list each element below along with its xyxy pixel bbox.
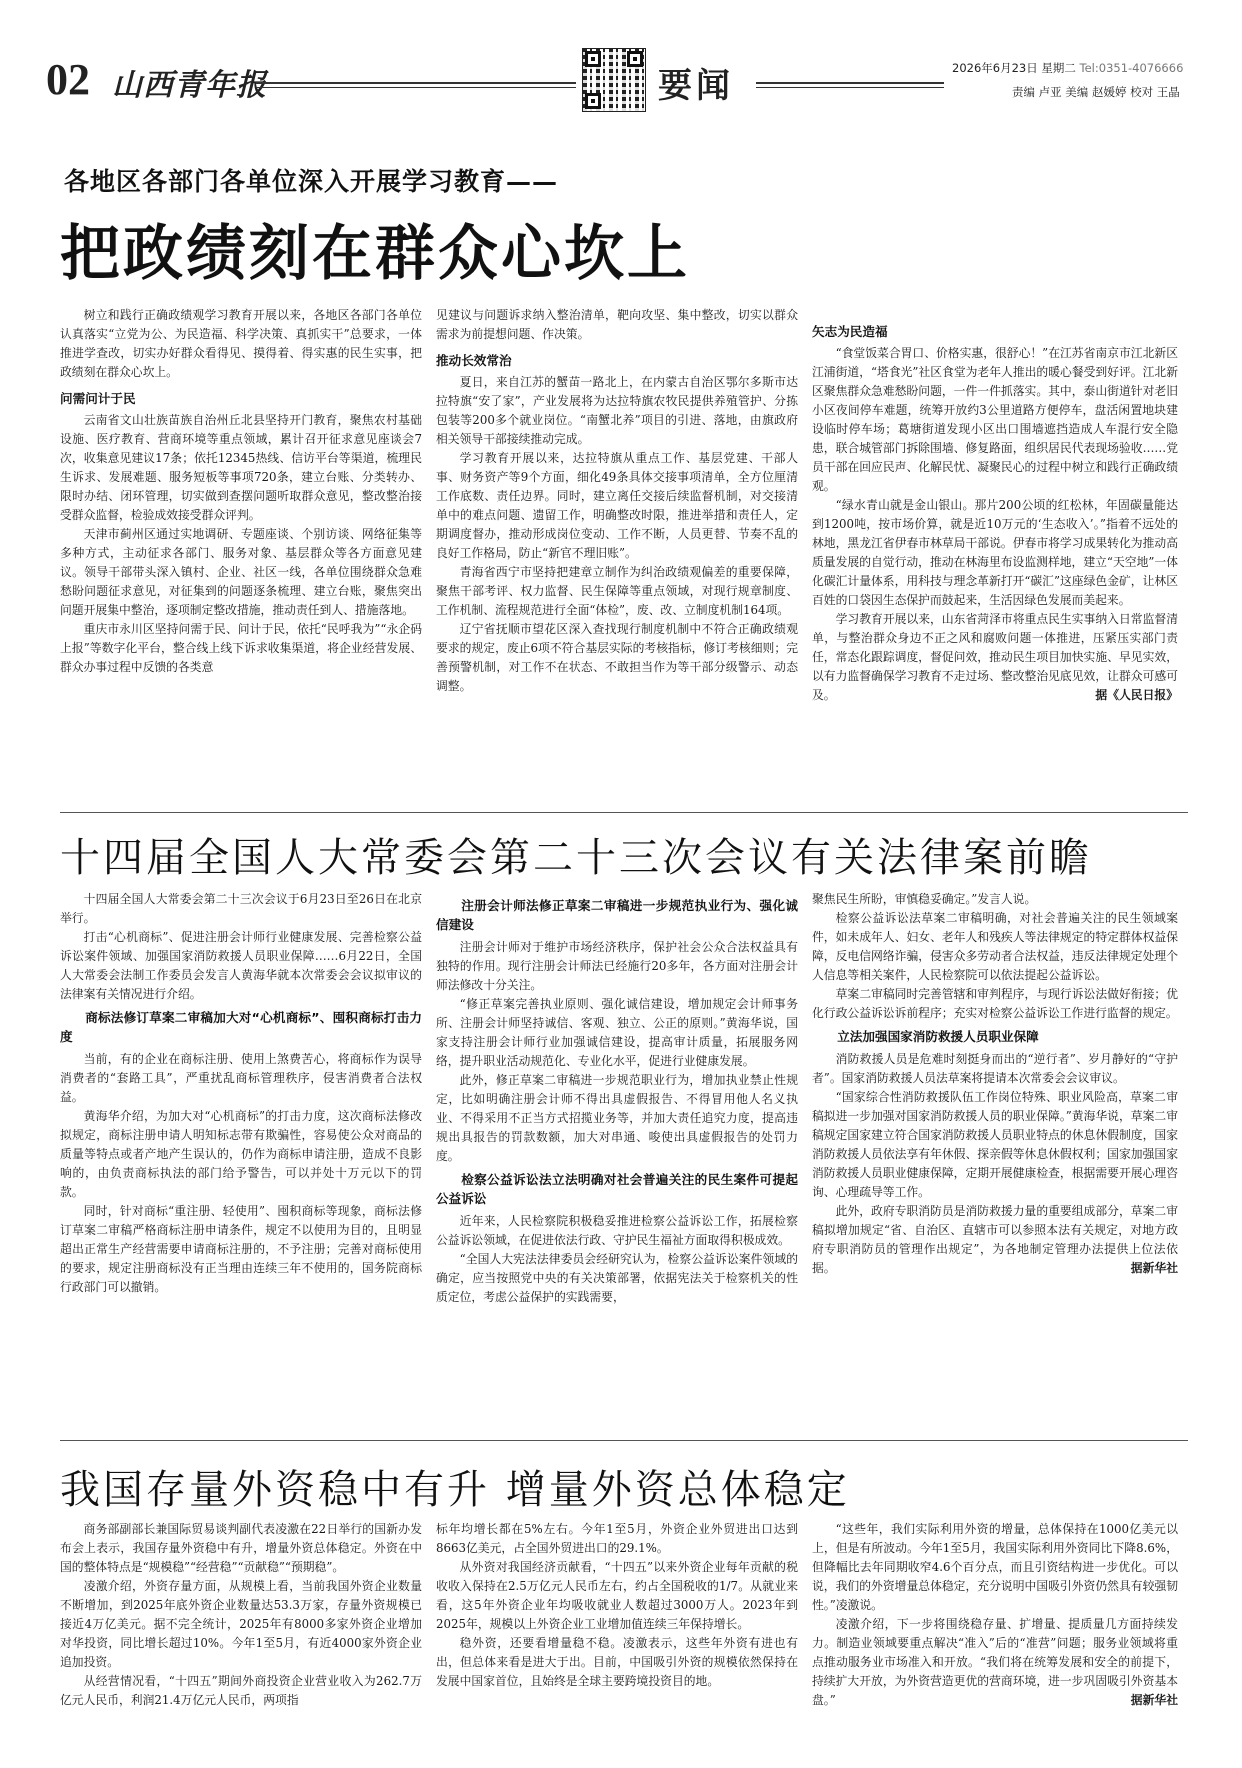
paragraph: “全国人大宪法法律委员会经研究认为，检察公益诉讼案件领域的确定，应当按照党中央的有关决策部署，依据宪法关于检察机关的性质定位，考虑公益保护的实践需要， bbox=[436, 1252, 798, 1304]
paragraph: 见建议与问题诉求纳入整治清单，靶向攻坚、集中整改，切实以群众需求为前提想问题、作决策。 bbox=[436, 308, 798, 341]
paragraph: 从经营情况看，“十四五”期间外商投资企业营业收入为262.7万亿元人民币，利润21.4万亿元人民币，两项指 bbox=[60, 1674, 422, 1707]
section-divider bbox=[60, 812, 1188, 813]
date-line bbox=[952, 60, 1183, 76]
paragraph: 十四届全国人大常委会第二十三次会议于6月23日至26日在北京举行。 bbox=[60, 892, 422, 925]
subheading: 矢志为民造福 bbox=[812, 324, 888, 339]
section-title: 要闻 bbox=[658, 66, 734, 106]
paragraph: “修正草案完善执业原则、强化诚信建设，增加规定会计师事务所、注册会计师坚持诚信、客观、独立、公正的原则。”黄海华说，国家支持注册会计师行业加强诚信建设，提高审计质量，拓展服务网络，提升职业活动规范化、专业化水平，促进行业健康发展。 bbox=[436, 997, 798, 1068]
paragraph: 夏日，来自江苏的蟹苗一路北上，在内蒙古自治区鄂尔多斯市达拉特旗“安了家”，产业发展将为达拉特旗农牧民提供养殖管护、分拣包装等200多个就业岗位。“南蟹北养”项目的引进、落地，由旗政府相关领导干部接续推动完成。 bbox=[436, 375, 798, 446]
subheading: 问需问计于民 bbox=[60, 391, 136, 406]
masthead-rule-left bbox=[256, 82, 576, 84]
article3-column-1 bbox=[60, 1520, 422, 1710]
subheading: 注册会计师法修正草案二审稿进一步规范执业行为、强化诚信建设 bbox=[436, 898, 798, 932]
paragraph: 此外，政府专职消防员是消防救援力量的重要组成部分，草案二审稿拟增加规定“省、自治区、直辖市可以参照本法有关规定，对地方政府专职消防员的管理作出规定”，为各地制定管理办法提供上位法依据。 bbox=[812, 1204, 1178, 1275]
paragraph: 学习教育开展以来，达拉特旗从重点工作、基层党建、干部人事、财务资产等9个方面，细化49条具体交接事项清单，全方位厘清工作底数、责任边界。同时，建立离任交接后续监督机制，对交接清单中的难点问题、遗留工作，明确整改时限，推进举措和责任人，定期调度督办，推动形成岗位变动、工作不断，人员更替、节奏不乱的良好工作格局，防止“新官不理旧账”。 bbox=[436, 451, 798, 560]
subheading: 推动长效常治 bbox=[436, 353, 512, 368]
article1-column-2 bbox=[436, 306, 798, 696]
article2-column-3 bbox=[812, 890, 1178, 1278]
paragraph: 近年来，人民检察院积极稳妥推进检察公益诉讼工作，拓展检察公益诉讼领域，在促进依法行政、守护民生福祉方面取得积极成效。 bbox=[436, 1214, 798, 1247]
section-divider bbox=[60, 1440, 1188, 1441]
paragraph: 检察公益诉讼法草案二审稿明确，对社会普遍关注的民生领域案件，如未成年人、妇女、老年人和残疾人等法律规定的特定群体权益保障，反电信网络诈骗，侵害众多劳动者合法权益，违反法律规定处理个人信息等相关案件，人民检察院可以依法提起公益诉讼。 bbox=[812, 911, 1178, 982]
article1-headline: 把政绩刻在群众心坎上 bbox=[60, 219, 690, 289]
paragraph: 草案二审稿同时完善管辖和审判程序，与现行诉讼法做好衔接；优化行政公益诉讼诉前程序；充实对检察公益诉讼工作进行监督的规定。 bbox=[812, 987, 1178, 1020]
paragraph: 聚焦民生所盼，审慎稳妥确定。”发言人说。 bbox=[812, 892, 1037, 906]
paragraph: “这些年，我们实际利用外资的增量，总体保持在1000亿美元以上，但是有所波动。今年1至5月，我国实际利用外资同比下降8.6%，但降幅比去年同期收窄4.6个百分点，而且引资结构进一步优化。可以说，我们的外资增量总体稳定，充分说明中国吸引外资仍然具有较强韧性。”凌激说。 bbox=[812, 1522, 1178, 1612]
paragraph: 打击“心机商标”、促进注册会计师行业健康发展、完善检察公益诉讼案件领域、加强国家消防救援人员职业保障……6月22日，全国人大常委会法制工作委员会发言人黄海华就本次常委会会议拟审议的法律案有关情况进行介绍。 bbox=[60, 930, 422, 1001]
paragraph: “国家综合性消防救援队伍工作岗位特殊、职业风险高，草案二审稿拟进一步加强对国家消防救援人员的职业保障。”黄海华说，草案二审稿规定国家建立符合国家消防救援人员职业特点的休息休假制度，国家消防救援人员依法享有年休假、探亲假等休息休假权利；国家加强国家消防救援人员职业健康保障，定期开展健康检查，根据需要开展心理咨询、心理疏导等工作。 bbox=[812, 1090, 1178, 1199]
paragraph: 此外，修正草案二审稿进一步规范职业行为，增加执业禁止性规定，比如明确注册会计师不得出具虚假报告、不得冒用他人名义执业、不得采用不正当方式招揽业务等，并加大责任追究力度，提高违规出具报告的罚款数额，加大对串通、唆使出具虚假报告的处罚力度。 bbox=[436, 1073, 798, 1163]
article1-column-3 bbox=[812, 322, 1178, 705]
article3-column-2 bbox=[436, 1520, 798, 1691]
paragraph: 学习教育开展以来，山东省菏泽市将重点民生实事纳入日常监督清单，与整治群众身边不正之风和腐败问题一体推进，压紧压实部门责任，常态化跟踪调度，督促问效，推动民生项目加快实施、早见实效，以有力监督确保学习教育不走过场、整改整治见底见效，让群众可感可及。 bbox=[812, 612, 1178, 702]
paragraph: 从外资对我国经济贡献看，“十四五”以来外资企业每年贡献的税收收入保持在2.5万亿元人民币左右，约占全国税收的1/7。从就业来看，这5年外资企业年均吸收就业人数超过3000万人。2023年到2025年，规模以上外资企业工业增加值连续三年保持增长。 bbox=[436, 1560, 798, 1631]
masthead-rule-right bbox=[756, 82, 944, 84]
paragraph: 标年均增长都在5%左右。今年1至5月，外资企业外贸进出口达到8663亿美元，占全国外贸进出口的29.1%。 bbox=[436, 1522, 798, 1555]
article-source: 据《人民日报》 bbox=[1089, 686, 1178, 705]
paragraph: 消防救援人员是危难时刻挺身而出的“逆行者”、岁月静好的“守护者”。国家消防救援人员法草案将提请本次常委会会议审议。 bbox=[812, 1052, 1178, 1085]
paragraph: 青海省西宁市坚持把建章立制作为纠治政绩观偏差的重要保障，聚焦干部考评、权力监督、民生保障等重点领域，对现行规章制度、工作机制、流程规范进行全面“体检”，废、改、立制度机制164项。 bbox=[436, 565, 798, 617]
paragraph: “绿水青山就是金山银山。那片200公顷的红松林，年固碳量能达到1200吨，按市场价算，就是近10万元的‘生态收入’。”指着不远处的林地，黑龙江省伊春市林草局干部说。伊春市将学习成果转化为推动高质量发展的自觉行动，推动在林海里布设监测样地，建立“天空地”一体化碳汇计量体系，用科技与理念革新打开“碳汇”这座绿色金矿，让林区百姓的口袋因生态保护而鼓起来，生活因绿色发展而美起来。 bbox=[812, 498, 1178, 607]
article1-kicker: 各地区各部门各单位深入开展学习教育—— bbox=[64, 167, 559, 196]
paragraph: 稳外资，还要看增量稳不稳。凌激表示，这些年外资有进也有出，但总体来看是进大于出。目前，中国吸引外资的规模依然保持在发展中国家首位，且始终是全球主要跨境投资目的地。 bbox=[436, 1636, 798, 1688]
editor-credits: 责编 卢亚 美编 赵媛婷 校对 王晶 bbox=[1012, 85, 1180, 99]
article3-column-3 bbox=[812, 1520, 1178, 1710]
newspaper-logo: 山西青年报 bbox=[112, 68, 267, 103]
qr-code-icon bbox=[582, 48, 646, 112]
paragraph: 同时，针对商标“重注册、轻使用”、囤积商标等现象，商标法修订草案二审稿严格商标注册申请条件，规定不以使用为目的，且明显超出正常生产经营需要申请商标注册的，不予注册；完善对商标使用的要求，规定注册商标没有正当理由连续三年不使用的，国务院商标行政部门可以撤销。 bbox=[60, 1204, 422, 1294]
paragraph: 重庆市永川区坚持问需于民、问计于民，依托“民呼我为”“永企码上报”等数字化平台，整合线上线下诉求收集渠道，将企业经营发展、群众办事过程中反馈的各类意 bbox=[60, 622, 422, 674]
paragraph: 当前，有的企业在商标注册、使用上煞费苦心，将商标作为误导消费者的“套路工具”，严重扰乱商标管理秩序，侵害消费者合法权益。 bbox=[60, 1052, 422, 1104]
article2-headline: 十四届全国人大常委会第二十三次会议有关法律案前瞻 bbox=[60, 835, 1092, 881]
paragraph: 辽宁省抚顺市望花区深入查找现行制度机制中不符合正确政绩观要求的规定，废止6项不符合基层实际的考核指标，修订考核细则；完善预警机制，对工作不在状态、不敢担当作为等干部分级警示、动态调整。 bbox=[436, 622, 798, 693]
paragraph: 凌激介绍，外资存量方面，从规模上看，当前我国外资企业数量不断增加，到2025年底外资企业数量达53.3万家，存量外资规模已接近4万亿美元。据不完全统计，2025年有8000多家外资企业增加对华投资，同比增长超过10%。今年1至5月，有近4000家外资企业追加投资。 bbox=[60, 1579, 422, 1669]
article2-column-2 bbox=[436, 896, 798, 1307]
telephone: Tel:0351-4076666 bbox=[1079, 61, 1184, 75]
issue-date: 2026年6月23日 星期二 bbox=[952, 61, 1076, 75]
page-number: 02 bbox=[46, 55, 90, 104]
paragraph: 云南省文山壮族苗族自治州丘北县坚持开门教育，聚焦农村基础设施、医疗教育、营商环境等重点领域，累计召开征求意见座谈会7次，收集意见建议17条；依托12345热线、信访平台等渠道，梳理民生诉求、发展难题、服务短板等事项720条，建立台账、分类转办、限时办结、闭环管理，切实做到查摆问题听取群众意见，整改整治接受群众监督，检验成效接受群众评判。 bbox=[60, 413, 422, 522]
article-source: 据新华社 bbox=[1125, 1259, 1178, 1278]
article-source: 据新华社 bbox=[1125, 1691, 1178, 1710]
article2-column-1 bbox=[60, 890, 422, 1297]
article3-headline: 我国存量外资稳中有升 增量外资总体稳定 bbox=[60, 1467, 850, 1513]
paragraph: 黄海华介绍，为加大对“心机商标”的打击力度，这次商标法修改拟规定，商标注册申请人明知标志带有欺骗性，容易使公众对商品的质量等特点或者产地产生误认的，仍作为商标申请注册，造成不良影响的，由负责商标执法的部门给予警告，可以并处十万元以下的罚款。 bbox=[60, 1109, 422, 1199]
paragraph: 树立和践行正确政绩观学习教育开展以来，各地区各部门各单位认真落实“立党为公、为民造福、科学决策、真抓实干”总要求，一体推进学查改，切实办好群众看得见、摸得着、得实惠的民生实事，把政绩刻在群众心坎上。 bbox=[60, 308, 422, 379]
paragraph: 商务部副部长兼国际贸易谈判副代表凌激在22日举行的国新办发布会上表示，我国存量外资稳中有升，增量外资总体稳定。外资在中国的整体特点是“规模稳”“经营稳”“贡献稳”“预期稳”。 bbox=[60, 1522, 422, 1574]
masthead bbox=[46, 48, 1196, 120]
paragraph: “食堂饭菜合胃口、价格实惠，很舒心！”在江苏省南京市江北新区江浦街道，“塔食光”社区食堂为老年人推出的暖心餐受到好评。江北新区聚焦群众急难愁盼问题，一件一件抓落实。其中，泰山街道针对老旧小区夜间停车难题，统筹开放约3公里道路方便停车，盘活闲置地块建设临时停车场；葛塘街道发现小区出口围墙遮挡造成人车混行安全隐患，联合城管部门拆除围墙、修复路面，组织居民代表现场验收……党员干部在回应民声、化解民忧、凝聚民心的过程中树立和践行正确政绩观。 bbox=[812, 346, 1178, 493]
paragraph: 天津市蓟州区通过实地调研、专题座谈、个别访谈、网络征集等多种方式，主动征求各部门、服务对象、基层群众等各方面意见建议。领导干部带头深入镇村、企业、社区一线，各单位围绕群众急难愁盼问题征求意见，对征集到的问题逐条梳理、建立台账，聚焦突出问题开展集中整治，逐项制定整改措施，推动责任到人、措施落地。 bbox=[60, 527, 422, 617]
article1-column-1 bbox=[60, 306, 422, 677]
subheading: 检察公益诉讼法立法明确对社会普遍关注的民生案件可提起公益诉讼 bbox=[436, 1172, 798, 1206]
paragraph: 注册会计师对于维护市场经济秩序，保护社会公众合法权益具有独特的作用。现行注册会计师法已经施行20多年，各方面对注册会计师法修改十分关注。 bbox=[436, 940, 798, 992]
subheading: 商标法修订草案二审稿加大对“心机商标”、囤积商标打击力度 bbox=[60, 1010, 422, 1044]
paragraph: 凌激介绍，下一步将围绕稳存量、扩增量、提质量几方面持续发力。制造业领域要重点解决“准入”后的“准营”问题；服务业领域将重点推动服务业市场准入和开放。“我们将在统筹发展和安全的前提下，持续扩大开放，为外资营造更优的营商环境，进一步巩固吸引外资基本盘。” bbox=[812, 1617, 1178, 1707]
subheading: 立法加强国家消防救援人员职业保障 bbox=[837, 1029, 1039, 1044]
